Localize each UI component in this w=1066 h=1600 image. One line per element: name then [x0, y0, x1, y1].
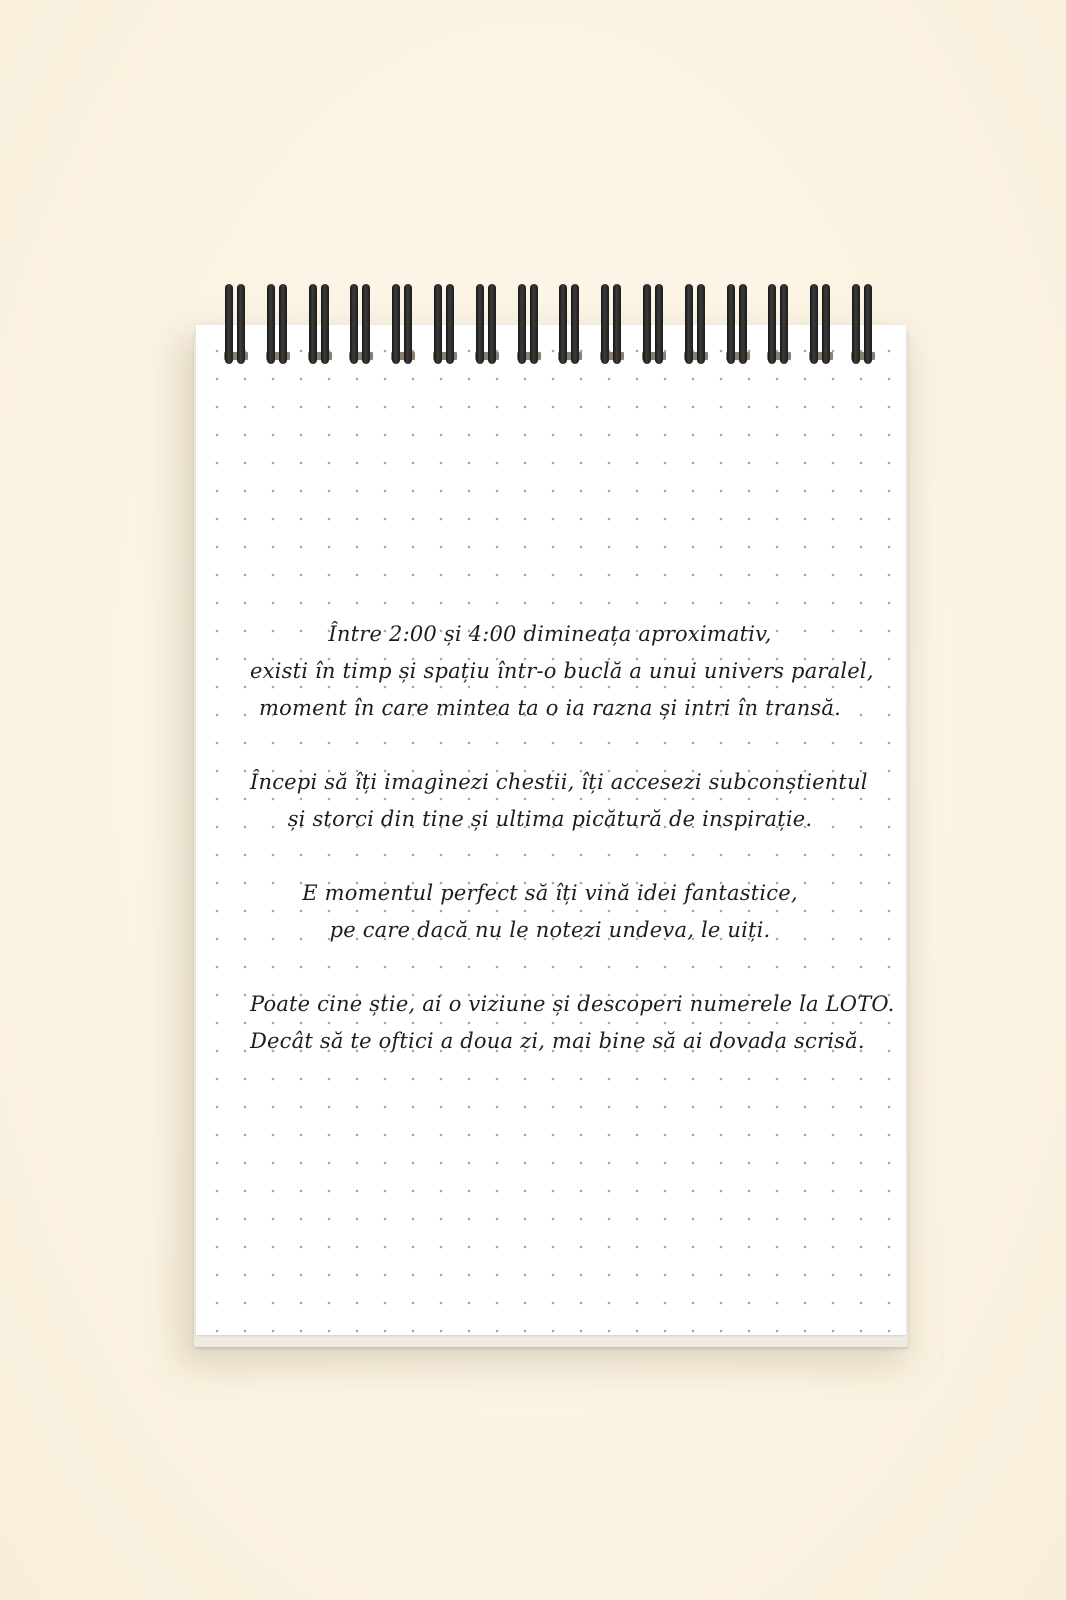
coil-wire [321, 284, 329, 364]
spiral-coil [516, 284, 542, 372]
note-line: Decât să te oftici a doua zi, mai bine să ai dovada scrisă. [250, 1029, 865, 1053]
spiral-coil [599, 284, 625, 372]
coil-wire [518, 284, 526, 364]
coil-wire [655, 284, 663, 364]
coil-wire [601, 284, 609, 364]
coil-wire [267, 284, 275, 364]
note-line: moment în care mintea ta o ia razna și intri în transă. [259, 696, 841, 720]
spiral-coil [432, 284, 458, 372]
coil-wire [476, 284, 484, 364]
handwritten-note [250, 616, 895, 1060]
spiral-coil [348, 284, 374, 372]
coil-wire [488, 284, 496, 364]
coil-wire [739, 284, 747, 364]
note-line: și storci din tine și ultima picătură de inspirație. [287, 807, 813, 831]
spiral-coil [850, 284, 876, 372]
spiral-coil [808, 284, 834, 372]
coil-wire [571, 284, 579, 364]
coil-wire [864, 284, 872, 364]
note-line: Poate cine știe, ai o viziune și descoperi numerele la LOTO. [250, 992, 895, 1016]
note-paragraph [250, 764, 868, 838]
coil-wire [362, 284, 370, 364]
coil-wire [309, 284, 317, 364]
coil-wire [822, 284, 830, 364]
note-line: Începi să îți imaginezi chestii, îți accesezi subconștientul [250, 770, 868, 794]
spiral-coil [307, 284, 333, 372]
coil-wire [780, 284, 788, 364]
coil-wire [446, 284, 454, 364]
spiral-coil [223, 284, 249, 372]
note-paragraph [250, 875, 850, 949]
spiral-coil [766, 284, 792, 372]
coil-wire [404, 284, 412, 364]
note-line: Între 2:00 și 4:00 dimineața aproximativ, [328, 622, 772, 646]
spiral-coil [725, 284, 751, 372]
note-line: E momentul perfect să îți vină idei fantastice, [302, 881, 798, 905]
spiral-coil [265, 284, 291, 372]
note-line: pe care dacă nu le notezi undeva, le uiți. [329, 918, 771, 942]
note-paragraph [250, 986, 895, 1060]
coil-wire [237, 284, 245, 364]
coil-wire [530, 284, 538, 364]
spiral-coil [390, 284, 416, 372]
spiral-coil [557, 284, 583, 372]
coil-wire [559, 284, 567, 364]
coil-wire [727, 284, 735, 364]
coil-wire [685, 284, 693, 364]
coil-wire [768, 284, 776, 364]
coil-wire [279, 284, 287, 364]
coil-wire [350, 284, 358, 364]
coil-wire [697, 284, 705, 364]
spiral-coil [641, 284, 667, 372]
coil-wire [852, 284, 860, 364]
spiral-coil [474, 284, 500, 372]
note-line: existi în timp și spațiu într-o buclă a unui univers paralel, [250, 659, 874, 683]
coil-wire [434, 284, 442, 364]
coil-wire [643, 284, 651, 364]
note-paragraph [250, 616, 874, 727]
coil-wire [810, 284, 818, 364]
coil-wire [392, 284, 400, 364]
spiral-coil [683, 284, 709, 372]
coil-wire [225, 284, 233, 364]
coil-wire [613, 284, 621, 364]
